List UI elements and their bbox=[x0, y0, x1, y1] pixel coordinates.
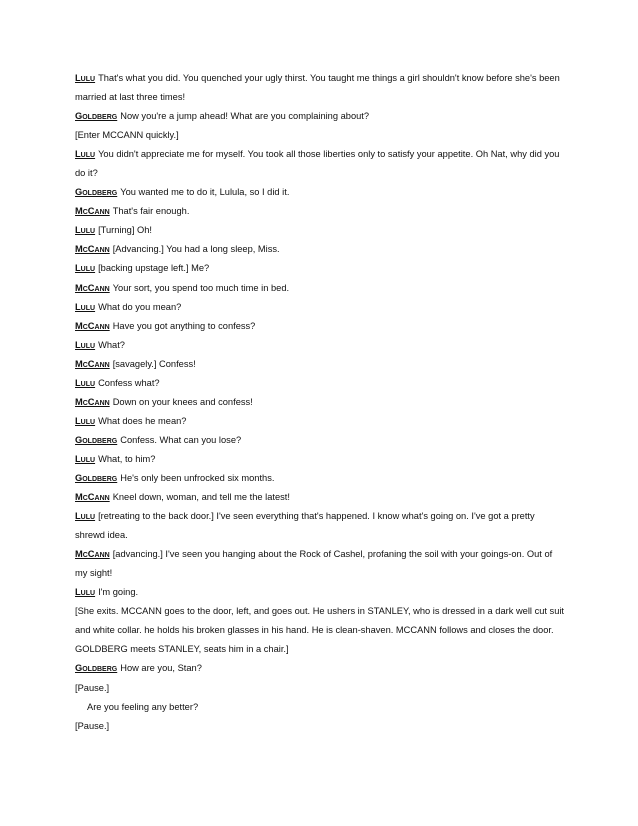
speaker-name: McCann bbox=[75, 549, 110, 560]
line-text: [savagely.] Confess! bbox=[112, 358, 196, 369]
speaker-name: Lulu bbox=[75, 263, 96, 274]
line-text: Down on your knees and confess! bbox=[112, 396, 253, 407]
speaker-name: Lulu bbox=[75, 301, 96, 312]
dialogue-line bbox=[75, 583, 565, 602]
line-text: What? bbox=[98, 339, 125, 350]
dialogue-line bbox=[75, 145, 565, 183]
dialogue-line bbox=[75, 221, 565, 240]
line-text: What does he mean? bbox=[98, 415, 187, 426]
line-text: What do you mean? bbox=[98, 301, 182, 312]
speaker-name: Lulu bbox=[75, 415, 96, 426]
speaker-name: Goldberg bbox=[75, 434, 118, 445]
line-text: That's fair enough. bbox=[112, 206, 190, 217]
line-text: That's what you did. You quenched your ugly thirst. You taught me things a girl shouldn't know before she's been married at last three times! bbox=[75, 73, 560, 103]
speaker-name: McCann bbox=[75, 320, 110, 331]
dialogue-line bbox=[75, 488, 565, 507]
speaker-name: McCann bbox=[75, 206, 110, 217]
dialogue-line bbox=[75, 69, 565, 107]
speaker-name: Goldberg bbox=[75, 472, 118, 483]
line-text: He's only been unfrocked six months. bbox=[120, 472, 275, 483]
speaker-name: Lulu bbox=[75, 73, 96, 83]
dialogue-line bbox=[75, 412, 565, 431]
dialogue-line bbox=[75, 317, 565, 336]
dialogue-line bbox=[75, 545, 565, 583]
stage-direction bbox=[75, 698, 565, 717]
line-text: What, to him? bbox=[98, 453, 156, 464]
line-text: Are you feeling any better? bbox=[87, 701, 199, 712]
dialogue-line bbox=[75, 431, 565, 450]
speaker-name: Goldberg bbox=[75, 111, 118, 122]
dialogue-line bbox=[75, 374, 565, 393]
stage-direction bbox=[75, 717, 565, 736]
dialogue-line bbox=[75, 279, 565, 298]
dialogue-line bbox=[75, 355, 565, 374]
speaker-name: McCann bbox=[75, 492, 110, 503]
line-text: [advancing.] I've seen you hanging about the Rock of Cashel, profaning the soil with your goings-on. Out of my sight! bbox=[75, 549, 553, 579]
speaker-name: Lulu bbox=[75, 511, 96, 522]
speaker-name: McCann bbox=[75, 244, 110, 255]
line-text: You wanted me to do it, Lulula, so I did it. bbox=[120, 187, 290, 198]
dialogue-line bbox=[75, 659, 565, 678]
speaker-name: Lulu bbox=[75, 377, 96, 388]
line-text: [backing upstage left.] Me? bbox=[98, 263, 210, 274]
dialogue-line bbox=[75, 336, 565, 355]
line-text: I'm going. bbox=[98, 587, 139, 598]
line-text: Kneel down, woman, and tell me the latest! bbox=[112, 492, 290, 503]
dialogue-line bbox=[75, 202, 565, 221]
speaker-name: Lulu bbox=[75, 453, 96, 464]
dialogue-line bbox=[75, 507, 565, 545]
line-text: [Pause.] bbox=[75, 720, 110, 731]
stage-direction bbox=[75, 126, 565, 145]
dialogue-line bbox=[75, 183, 565, 202]
line-text: Your sort, you spend too much time in bed. bbox=[112, 282, 290, 293]
script-body bbox=[75, 69, 565, 736]
speaker-name: Goldberg bbox=[75, 187, 118, 198]
speaker-name: Lulu bbox=[75, 339, 96, 350]
speaker-name: McCann bbox=[75, 358, 110, 369]
line-text: Have you got anything to confess? bbox=[112, 320, 256, 331]
dialogue-line bbox=[75, 298, 565, 317]
line-text: [Turning] Oh! bbox=[98, 225, 152, 236]
speaker-name: Lulu bbox=[75, 225, 96, 236]
dialogue-line bbox=[75, 259, 565, 278]
line-text: [Pause.] bbox=[75, 682, 110, 693]
dialogue-line bbox=[75, 107, 565, 126]
line-text: [She exits. MCCANN goes to the door, left, and goes out. He ushers in STANLEY, who is dressed in a dark well cut suit and white collar. he holds his broken glasses in his hand. He is clean-shaven. MCCANN follows and closes the door. GOLDBERG meets STANLEY, seats him in a chair.] bbox=[75, 606, 565, 655]
line-text: How are you, Stan? bbox=[120, 663, 202, 674]
speaker-name: Goldberg bbox=[75, 663, 118, 674]
dialogue-line bbox=[75, 393, 565, 412]
line-text: Now you're a jump ahead! What are you complaining about? bbox=[120, 111, 370, 122]
line-text: [Advancing.] You had a long sleep, Miss. bbox=[112, 244, 280, 255]
line-text: Confess what? bbox=[98, 377, 160, 388]
dialogue-line bbox=[75, 469, 565, 488]
speaker-name: McCann bbox=[75, 396, 110, 407]
speaker-name: McCann bbox=[75, 282, 110, 293]
speaker-name: Lulu bbox=[75, 149, 96, 160]
line-text: Confess. What can you lose? bbox=[120, 434, 242, 445]
line-text: You didn't appreciate me for myself. You took all those liberties only to satisfy your appetite. Oh Nat, why did you do it? bbox=[75, 149, 560, 179]
stage-direction bbox=[75, 602, 565, 659]
speaker-name: Lulu bbox=[75, 587, 96, 598]
stage-direction bbox=[75, 679, 565, 698]
line-text: [Enter MCCANN quickly.] bbox=[75, 130, 179, 141]
line-text: [retreating to the back door.] I've seen everything that's happened. I know what's going on. I've got a pretty shrewd idea. bbox=[75, 511, 535, 541]
dialogue-line bbox=[75, 240, 565, 259]
dialogue-line bbox=[75, 450, 565, 469]
